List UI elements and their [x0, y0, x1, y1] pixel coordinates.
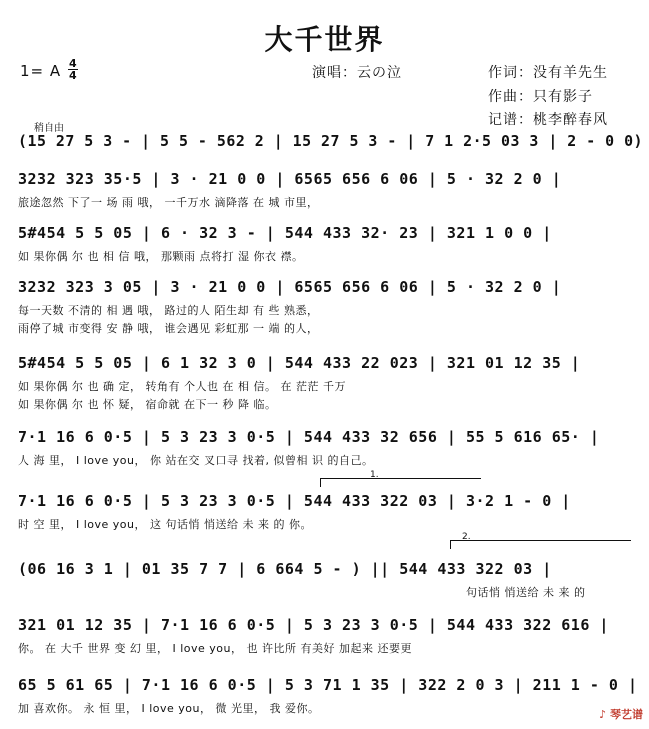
key-signature: 1= A	[20, 62, 62, 80]
score-row-lyrics: 旅途忽然 下了一 场 雨 哦， 一千万水 滴降落 在 城 市里，	[18, 196, 319, 209]
score-row-notes: (15 27 5 3 - | 5 5 - 562 2 | 15 27 5 3 - | 7 1 2·5 03 3 | 2 - 0 0)	[18, 132, 644, 150]
volta-bracket-1	[320, 478, 481, 487]
logo-icon: ♪	[599, 708, 607, 721]
volta-number: 2.	[462, 532, 471, 542]
time-signature-bottom: 4	[69, 69, 77, 82]
score-row-lyrics: 加 喜欢你。 永 恒 里， I love you， 微 光里， 我 爱你。	[18, 702, 320, 715]
page-title: 大千世界	[264, 23, 385, 56]
time-signature-top: 4	[69, 57, 77, 70]
score-row-notes: 3232 323 35·5 | 3 · 21 0 0 | 6565 656 6 06 | 5 · 32 2 0 |	[18, 170, 562, 188]
score-row-notes: 5#454 5 5 05 | 6 1 32 3 0 | 544 433 22 023 | 321 01 12 35 |	[18, 354, 581, 372]
score-row-notes: 5#454 5 5 05 | 6 · 32 3 - | 544 433 32· 23 | 321 1 0 0 |	[18, 224, 552, 242]
score-row-notes: 7·1 16 6 0·5 | 5 3 23 3 0·5 | 544 433 322 03 | 3·2 1 - 0 |	[18, 492, 571, 510]
score-row-lyrics: 时 空 里， I love you， 这 句话悄 悄送给 未 来 的 你。	[18, 518, 312, 531]
score-row-lyrics: 如 果你偶 尔 也 确 定， 转角有 个人也 在 相 信。 在 茫茫 千万	[18, 380, 346, 393]
score-row-notes: 3232 323 3 05 | 3 · 21 0 0 | 6565 656 6 06 | 5 · 32 2 0 |	[18, 278, 562, 296]
score-row-lyrics: 你。 在 大千 世界 变 幻 里， I love you， 也 许比所 有美好 加起来 还要更	[18, 642, 412, 655]
score-row-lyrics-verse2: 雨停了城 市变得 安 静 哦， 谁会遇见 彩虹那 一 端 的人，	[18, 322, 319, 335]
composer-credit: 作曲：只有影子	[488, 89, 593, 105]
time-signature	[68, 58, 78, 81]
score-row-lyrics: 人 海 里， I love you， 你 站在交 叉口寻 找着, 似曾相 识 的自己。	[18, 454, 374, 467]
site-logo	[599, 706, 643, 722]
volta-bracket-2	[450, 540, 631, 549]
transcriber-credit: 记谱：桃李醉春风	[488, 112, 608, 128]
volta-number: 1.	[370, 470, 379, 480]
score-row-lyrics: 每一天数 不清的 相 遇 哦， 路过的人 陌生却 有 些 熟悉，	[18, 304, 319, 317]
score-row-notes: 65 5 61 65 | 7·1 16 6 0·5 | 5 3 71 1 35 | 322 2 0 3 | 211 1 - 0 |	[18, 676, 638, 694]
score-row-lyrics-verse2: 如 果你偶 尔 也 怀 疑， 宿命就 在下一 秒 降 临。	[18, 398, 277, 411]
score-row-lyrics: 句话悄 悄送给 未 来 的	[466, 586, 586, 599]
singer-credit: 演唱：云の泣	[312, 65, 402, 81]
score-row-notes: 321 01 12 35 | 7·1 16 6 0·5 | 5 3 23 3 0·5 | 544 433 322 616 |	[18, 616, 609, 634]
tempo-mark: 稍自由	[34, 123, 64, 134]
lyricist-credit: 作词：没有羊先生	[488, 65, 608, 81]
score-row-notes: 7·1 16 6 0·5 | 5 3 23 3 0·5 | 544 433 32 656 | 55 5 616 65· |	[18, 428, 600, 446]
score-row-notes: (06 16 3 1 | 01 35 7 7 | 6 664 5 - ) || 544 433 322 03 |	[18, 560, 552, 578]
logo-text: 琴艺谱	[610, 708, 643, 721]
score-row-lyrics: 如 果你偶 尔 也 相 信 哦， 那颗雨 点将打 湿 你衣 襟。	[18, 250, 304, 263]
